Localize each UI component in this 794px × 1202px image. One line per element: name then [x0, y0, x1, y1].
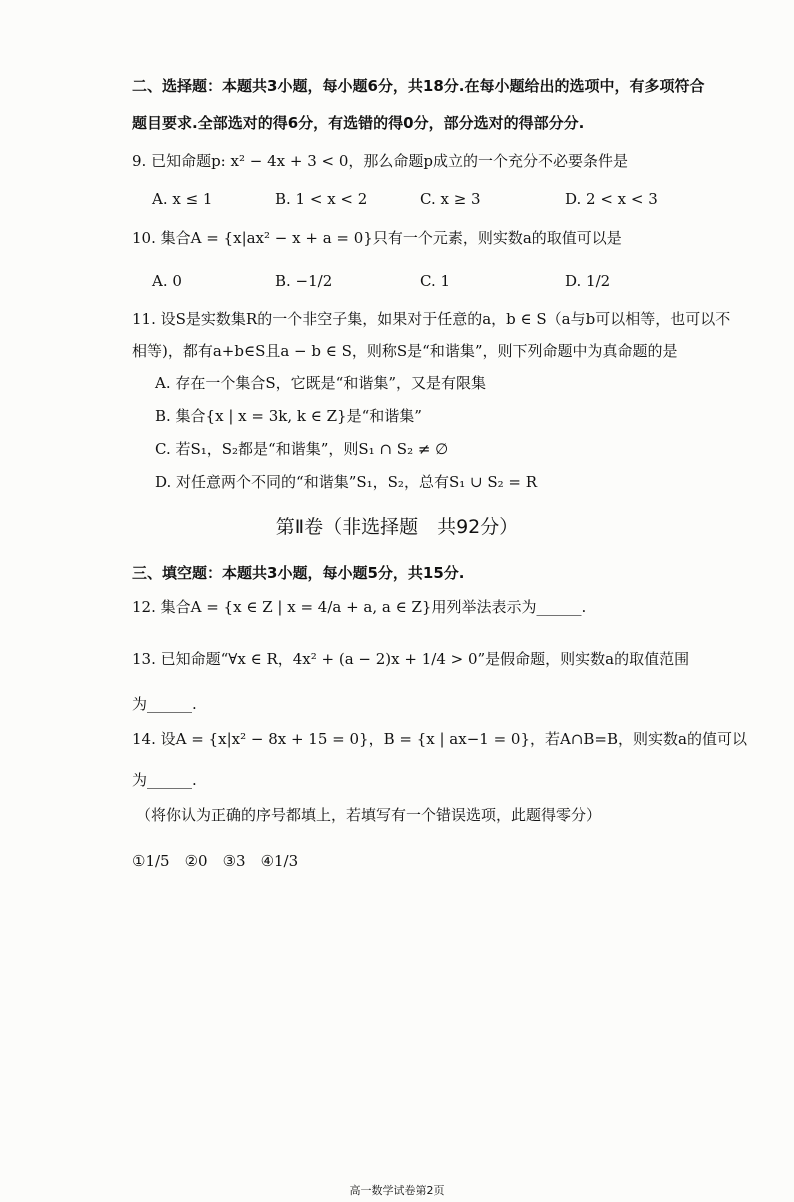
q10-option-c: C. 1: [420, 272, 451, 290]
q14-stem-line1: 14. 设A = {x|x² − 8x + 15 = 0}，B = {x | ax−1 = 0}，若A∩B=B，则实数a的值可以: [132, 730, 747, 748]
q10-option-b: B. −1/2: [275, 272, 333, 290]
q9-option-b: B. 1 < x < 2: [275, 190, 368, 208]
q11-option-b: B. 集合{x | x = 3k, k ∈ Z}是“和谐集”: [155, 407, 422, 425]
q11-stem-line1: 11. 设S是实数集R的一个非空子集，如果对于任意的a，b ∈ S（a与b可以相等，也可以不: [132, 310, 731, 328]
part2-title: 第Ⅱ卷（非选择题 共92分）: [275, 516, 519, 538]
q9-option-d: D. 2 < x < 3: [565, 190, 658, 208]
q9-option-a: A. x ≤ 1: [152, 190, 213, 208]
q10-stem: 10. 集合A = {x|ax² − x + a = 0}只有一个元素，则实数a的取值可以是: [132, 229, 622, 247]
q13-stem-line1: 13. 已知命题“∀x ∈ R，4x² + (a − 2)x + 1/4 > 0”是假命题，则实数a的取值范围: [132, 650, 690, 668]
q11-stem-line2: 相等)，都有a+b∈S且a − b ∈ S，则称S是“和谐集”，则下列命题中为真命题的是: [132, 342, 678, 360]
q9-option-c: C. x ≥ 3: [420, 190, 481, 208]
q10-option-d: D. 1/2: [565, 272, 611, 290]
q12-stem: 12. 集合A = {x ∈ Z | x = 4/a + a, a ∈ Z}用列举法表示为______.: [132, 598, 587, 616]
section3-heading: 三、填空题：本题共3小题，每小题5分，共15分.: [132, 564, 465, 582]
q14-stem-line2: 为______.: [132, 771, 197, 789]
section2-heading-line1: 二、选择题：本题共3小题，每小题6分，共18分.在每小题给出的选项中，有多项符合: [132, 77, 705, 95]
section2-heading-line2: 题目要求.全部选对的得6分，有选错的得0分，部分选对的得部分分.: [132, 114, 585, 132]
q13-stem-line2: 为______.: [132, 695, 197, 713]
q11-option-a: A. 存在一个集合S，它既是“和谐集”，又是有限集: [155, 374, 486, 392]
q11-option-c: C. 若S₁，S₂都是“和谐集”，则S₁ ∩ S₂ ≠ ∅: [155, 440, 449, 458]
page-footer: 高一数学试卷第2页: [349, 1184, 445, 1197]
q11-option-d: D. 对任意两个不同的“和谐集”S₁，S₂，总有S₁ ∪ S₂ = R: [155, 473, 538, 491]
q14-choices: ①1/5 ②0 ③3 ④1/3: [132, 852, 299, 870]
q9-stem: 9. 已知命题p: x² − 4x + 3 < 0，那么命题p成立的一个充分不必要条件是: [132, 152, 628, 170]
q10-option-a: A. 0: [152, 272, 182, 290]
q14-note: （将你认为正确的序号都填上，若填写有一个错误选项，此题得零分）: [136, 806, 602, 824]
